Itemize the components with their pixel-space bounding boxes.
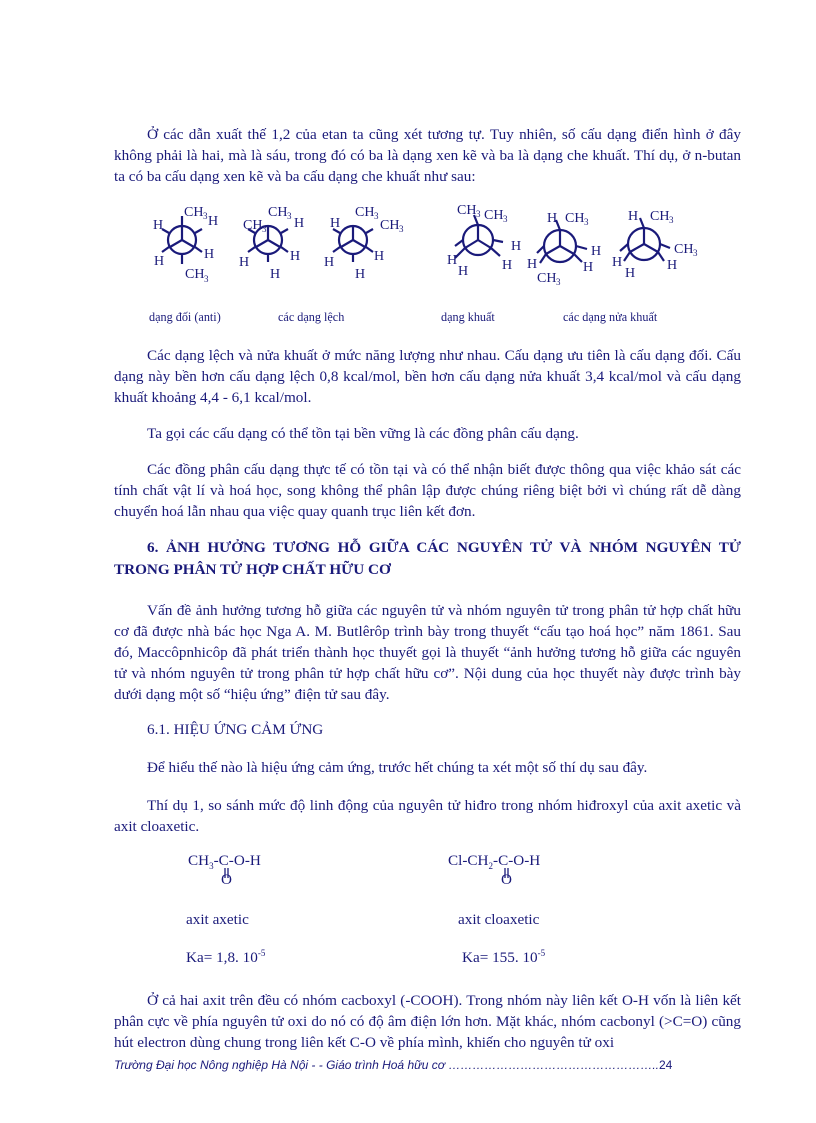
name-chloroacetic-acid: axit cloaxetic: [458, 911, 540, 928]
svg-text:3: 3: [556, 277, 561, 287]
paragraph-energy: Các dạng lệch và nửa khuất ở mức năng lượng như nhau. Cấu dạng ưu tiên là cấu dạng đối. Cấu dạng này bền hơn cấu dạng lệch 0,8 kcal/mol, bền hơn cấu dạng nửa khuất 3,4 kcal/mol và cấu dạng khuất khoảng 4,4 - 6,1 kcal/mol.: [114, 347, 741, 406]
svg-text:3: 3: [204, 274, 209, 284]
svg-text:CH: CH: [243, 218, 263, 233]
svg-text:H: H: [324, 255, 335, 270]
svg-text:CH: CH: [484, 208, 504, 223]
label-anti: dạng đối (anti): [149, 310, 221, 324]
svg-text:CH: CH: [268, 205, 288, 220]
svg-text:H: H: [628, 209, 639, 224]
svg-text:CH: CH: [674, 242, 694, 257]
label-gauche: các dạng lệch: [278, 310, 345, 324]
label-eclipsed: dạng khuất: [441, 310, 495, 324]
label-partial: các dạng nửa khuất: [563, 310, 658, 324]
page-number: 24: [658, 1058, 673, 1072]
ka-chloroacetic-acid: Ka= 155. $10^{-5}$: [462, 948, 546, 967]
paragraph-isomers-definition: Ta gọi các cấu dạng có thể tồn tại bền vững là các đồng phân cấu dạng.: [147, 425, 579, 442]
section-heading-6: 6. ẢNH HƯỞNG TƯƠNG HỖ GIỮA CÁC NGUYÊN TỬ VÀ NHÓM NGUYÊN TỬ TRONG PHÂN TỬ HỢP CHẤT HỮU CƠ: [114, 539, 741, 578]
svg-text:H: H: [612, 255, 623, 270]
svg-text:H: H: [355, 267, 366, 282]
svg-text:3: 3: [374, 211, 379, 221]
svg-text:H: H: [527, 257, 538, 272]
paragraph-isomers-detail: Các đồng phân cấu dạng thực tế có tồn tại và có thể nhận biết được thông qua việc khảo sát các tính chất vật lí và hoá học, song không thể phân lập được chúng riêng biệt bởi vì chúng rất dễ dàng chuyển hoá lẫn nhau qua việc quay quanh trục liên kết đơn.: [114, 461, 741, 520]
paragraph-example-1: Thí dụ 1, so sánh mức độ linh động của nguyên tử hiđro trong nhóm hiđroxyl của axit axetic và axit cloaxetic.: [114, 797, 741, 835]
svg-text:H: H: [458, 264, 469, 279]
formula-chloroacetic-oxygen: O: [501, 871, 512, 888]
svg-text:H: H: [547, 211, 558, 226]
svg-text:H: H: [239, 255, 250, 270]
svg-text:CH: CH: [457, 203, 477, 218]
svg-text:CH: CH: [380, 218, 400, 233]
svg-text:CH: CH: [355, 205, 375, 220]
svg-text:H: H: [270, 267, 281, 282]
formula-acetic-oxygen: O: [221, 871, 232, 888]
svg-text:H: H: [625, 266, 636, 281]
svg-text:3: 3: [503, 214, 508, 224]
section-heading-6-1: 6.1. HIỆU ỨNG CẢM ỨNG: [147, 721, 324, 738]
svg-text:3: 3: [669, 215, 674, 225]
newman-projections-figure: [0, 198, 816, 298]
formula-chloroacetic-acid: $Cl-CH_2-C-O-H$: [448, 852, 541, 872]
svg-text:H: H: [591, 244, 602, 259]
svg-text:H: H: [154, 254, 165, 269]
svg-text:H: H: [511, 239, 522, 254]
svg-text:H: H: [153, 218, 164, 233]
svg-text:3: 3: [287, 211, 292, 221]
svg-text:3: 3: [203, 211, 208, 221]
svg-text:CH: CH: [650, 209, 670, 224]
svg-text:H: H: [208, 214, 219, 229]
paragraph-conformers-intro: Ở các dẫn xuất thế 1,2 của etan ta cũng xét tương tự. Tuy nhiên, số cấu dạng điển hình ở đây không phải là hai, mà là sáu, trong đó có ba là dạng xen kẽ và ba là dạng che khuất. Thí dụ, ở n-butan ta có ba cấu dạng xen kẽ và ba cấu dạng che khuất như sau:: [114, 126, 741, 185]
paragraph-inductive-intro: Để hiểu thế nào là hiệu ứng cảm ứng, trước hết chúng ta xét một số thí dụ sau đây.: [147, 759, 648, 776]
svg-text:3: 3: [584, 217, 589, 227]
svg-text:H: H: [502, 258, 513, 273]
svg-text:H: H: [374, 249, 385, 264]
svg-text:H: H: [290, 249, 301, 264]
svg-text:H: H: [294, 216, 305, 231]
ka-acetic-acid: Ka= 1,8. $10^{-5}$: [186, 948, 266, 967]
svg-text:H: H: [204, 247, 215, 262]
footer-text: Trường Đại học Nông nghiệp Hà Nội - - Giáo trình Hoá hữu cơ ……………………………………………..: [114, 1058, 659, 1072]
paragraph-mutual-influence: Vấn đề ảnh hưởng tương hỗ giữa các nguyên tử và nhóm nguyên tử trong phân tử hợp chất hữu cơ đã được nhà bác học Nga A. M. Butlêrôp trình bày trong thuyết “cấu tạo hoá học” năm 1861. Sau đó, Maccôpnhicôp đã phát triển thành học thuyết gọi là thuyết “ảnh hưởng tương hỗ giữa các nguyên tử và nhóm nguyên tử trong phân tử hợp chất hữu cơ”. Nội dung của học thuyết này được trình bày dưới dạng một số “hiệu ứng” điện tử sau đây.: [114, 602, 741, 703]
svg-text:CH: CH: [537, 271, 557, 286]
svg-text:3: 3: [262, 224, 267, 234]
svg-text:H: H: [330, 216, 341, 231]
name-acetic-acid: axit axetic: [186, 911, 249, 928]
svg-text:3: 3: [693, 248, 698, 258]
formula-acetic-acid: $CH_3-C-O-H$: [188, 852, 261, 872]
svg-text:3: 3: [476, 209, 481, 219]
svg-text:CH: CH: [185, 267, 205, 282]
atom-ch3: CH: [184, 205, 204, 220]
svg-text:H: H: [667, 258, 678, 273]
svg-text:3: 3: [399, 224, 404, 234]
svg-text:H: H: [447, 253, 458, 268]
page-footer: [114, 1058, 672, 1072]
paragraph-carboxyl: Ở cả hai axit trên đều có nhóm cacboxyl (-COOH). Trong nhóm này liên kết O-H vốn là liên kết phân cực về phía nguyên tử oxi do nó có độ âm điện lớn hơn. Mặt khác, nhóm cacbonyl (>C=O) cũng hút electron dùng chung trong liên kết C-O về phía mình, khiến cho nguyên tử oxi: [114, 992, 741, 1051]
svg-text:CH: CH: [565, 211, 585, 226]
svg-text:H: H: [583, 260, 594, 275]
